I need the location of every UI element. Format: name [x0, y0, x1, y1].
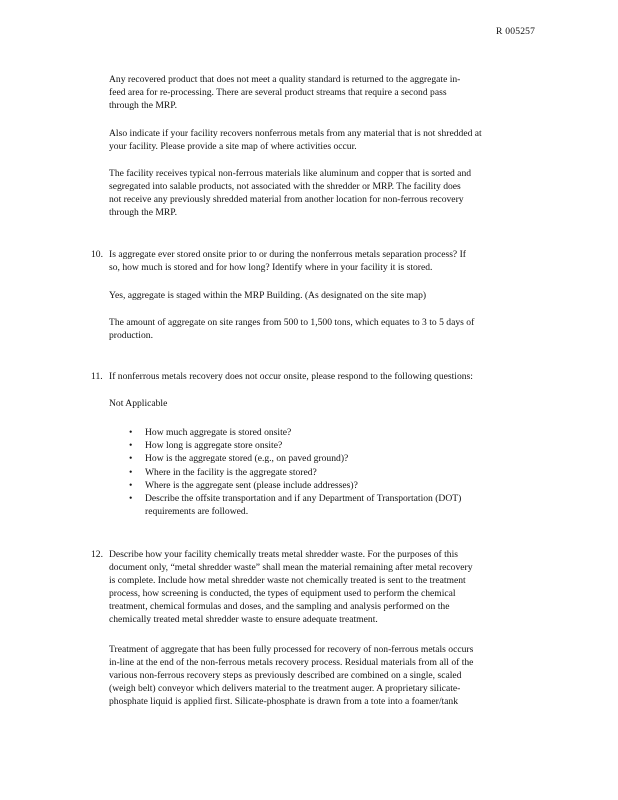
text-line: The facility receives typical non-ferrous materials like aluminum and copper that is sorted and	[109, 168, 472, 179]
also-indicate-paragraph	[109, 127, 561, 153]
text-line: your facility. Please provide a site map of where activities occur.	[109, 141, 357, 152]
question-11-bullet-list	[129, 426, 561, 518]
text-line: segregated into salable products, not associated with the shredder or MRP. The facility does	[109, 181, 461, 192]
text-line: document only, “metal shredder waste” shall mean the material remaining after metal recovery	[109, 562, 473, 573]
list-item: • Where is the aggregate sent (please include addresses)?	[129, 479, 358, 491]
question-number: 10.	[91, 249, 103, 260]
question-11	[91, 370, 561, 383]
text-line: through the MRP.	[109, 207, 177, 218]
text-line: phosphate liquid is applied first. Silicate-phosphate is drawn from a tote into a foamer/tank	[109, 696, 459, 707]
text-line: Treatment of aggregate that has been fully processed for recovery of non-ferrous metals occurs	[109, 644, 474, 655]
text-line: so, how much is stored and for how long? Identify where in your facility it is stored.	[109, 262, 433, 273]
question-number: 11.	[91, 371, 103, 382]
text-line: The amount of aggregate on site ranges from 500 to 1,500 tons, which equates to 3 to 5 days of	[109, 317, 475, 328]
page-reference-number: R 005257	[496, 26, 536, 37]
question-12-answer	[109, 643, 561, 708]
text-line: Is aggregate ever stored onsite prior to or during the nonferrous metals separation process? If	[109, 249, 466, 260]
list-item: • How is the aggregate stored (e.g., on paved ground)?	[129, 453, 349, 465]
text-line: is complete. Include how metal shredder waste not chemically treated is sent to the treatment	[109, 575, 466, 586]
text-line: various non-ferrous recovery steps as previously described are combined on a single, scaled	[109, 670, 462, 681]
text-line: Describe how your facility chemically treats metal shredder waste. For the purposes of this	[109, 549, 459, 560]
text-line: treatment, chemical formulas and doses, and the sampling and analysis performed on the	[109, 601, 450, 612]
text-line: (weigh belt) conveyor which delivers material to the treatment auger. A proprietary silicate-	[109, 683, 461, 694]
question-10-answer-amount	[109, 316, 561, 342]
question-12	[91, 548, 561, 626]
text-line: If nonferrous metals recovery does not occur onsite, please respond to the following questions:	[109, 371, 473, 382]
bullet-icon: •	[129, 492, 133, 504]
bullet-icon: •	[129, 466, 133, 478]
text-line: process, how screening is conducted, the types of equipment used to perform the chemical	[109, 588, 456, 599]
list-item: • How much aggregate is stored onsite?	[129, 427, 292, 438]
text-line: in-line at the end of the non-ferrous metals recovery process. Residual materials from all of the	[109, 657, 474, 668]
bullet-icon: •	[129, 479, 133, 491]
text-line: Yes, aggregate is staged within the MRP Building. (As designated on the site map)	[109, 290, 427, 301]
list-item: • How long is aggregate store onsite?	[129, 440, 283, 452]
text-line: Not Applicable	[109, 398, 168, 409]
recovered-product-paragraph	[109, 73, 561, 112]
question-number: 12.	[91, 549, 103, 560]
text-line: not receive any previously shredded material from another location for non-ferrous recovery	[109, 194, 464, 205]
text-line: chemically treated metal shredder waste to ensure adequate treatment.	[109, 614, 378, 625]
question-10	[91, 248, 561, 274]
facility-receives-paragraph	[109, 167, 561, 219]
bullet-icon: •	[129, 440, 133, 452]
text-line: production.	[109, 330, 153, 341]
text-line: Any recovered product that does not meet a quality standard is returned to the aggregate in-	[109, 74, 461, 85]
list-item: • Describe the offsite transportation and if any Department of Transportation (DOT) requirements are followed.	[129, 492, 462, 517]
question-11-answer	[109, 397, 561, 410]
bullet-icon: •	[129, 453, 133, 465]
question-10-answer-staging	[109, 289, 561, 302]
text-line: Also indicate if your facility recovers nonferrous metals from any material that is not shredded at	[109, 128, 482, 139]
list-item: • Where in the facility is the aggregate stored?	[129, 466, 317, 478]
text-line: feed area for re-processing. There are several product streams that require a second pass	[109, 87, 447, 98]
bullet-icon: •	[129, 427, 133, 438]
text-line: through the MRP.	[109, 100, 177, 111]
